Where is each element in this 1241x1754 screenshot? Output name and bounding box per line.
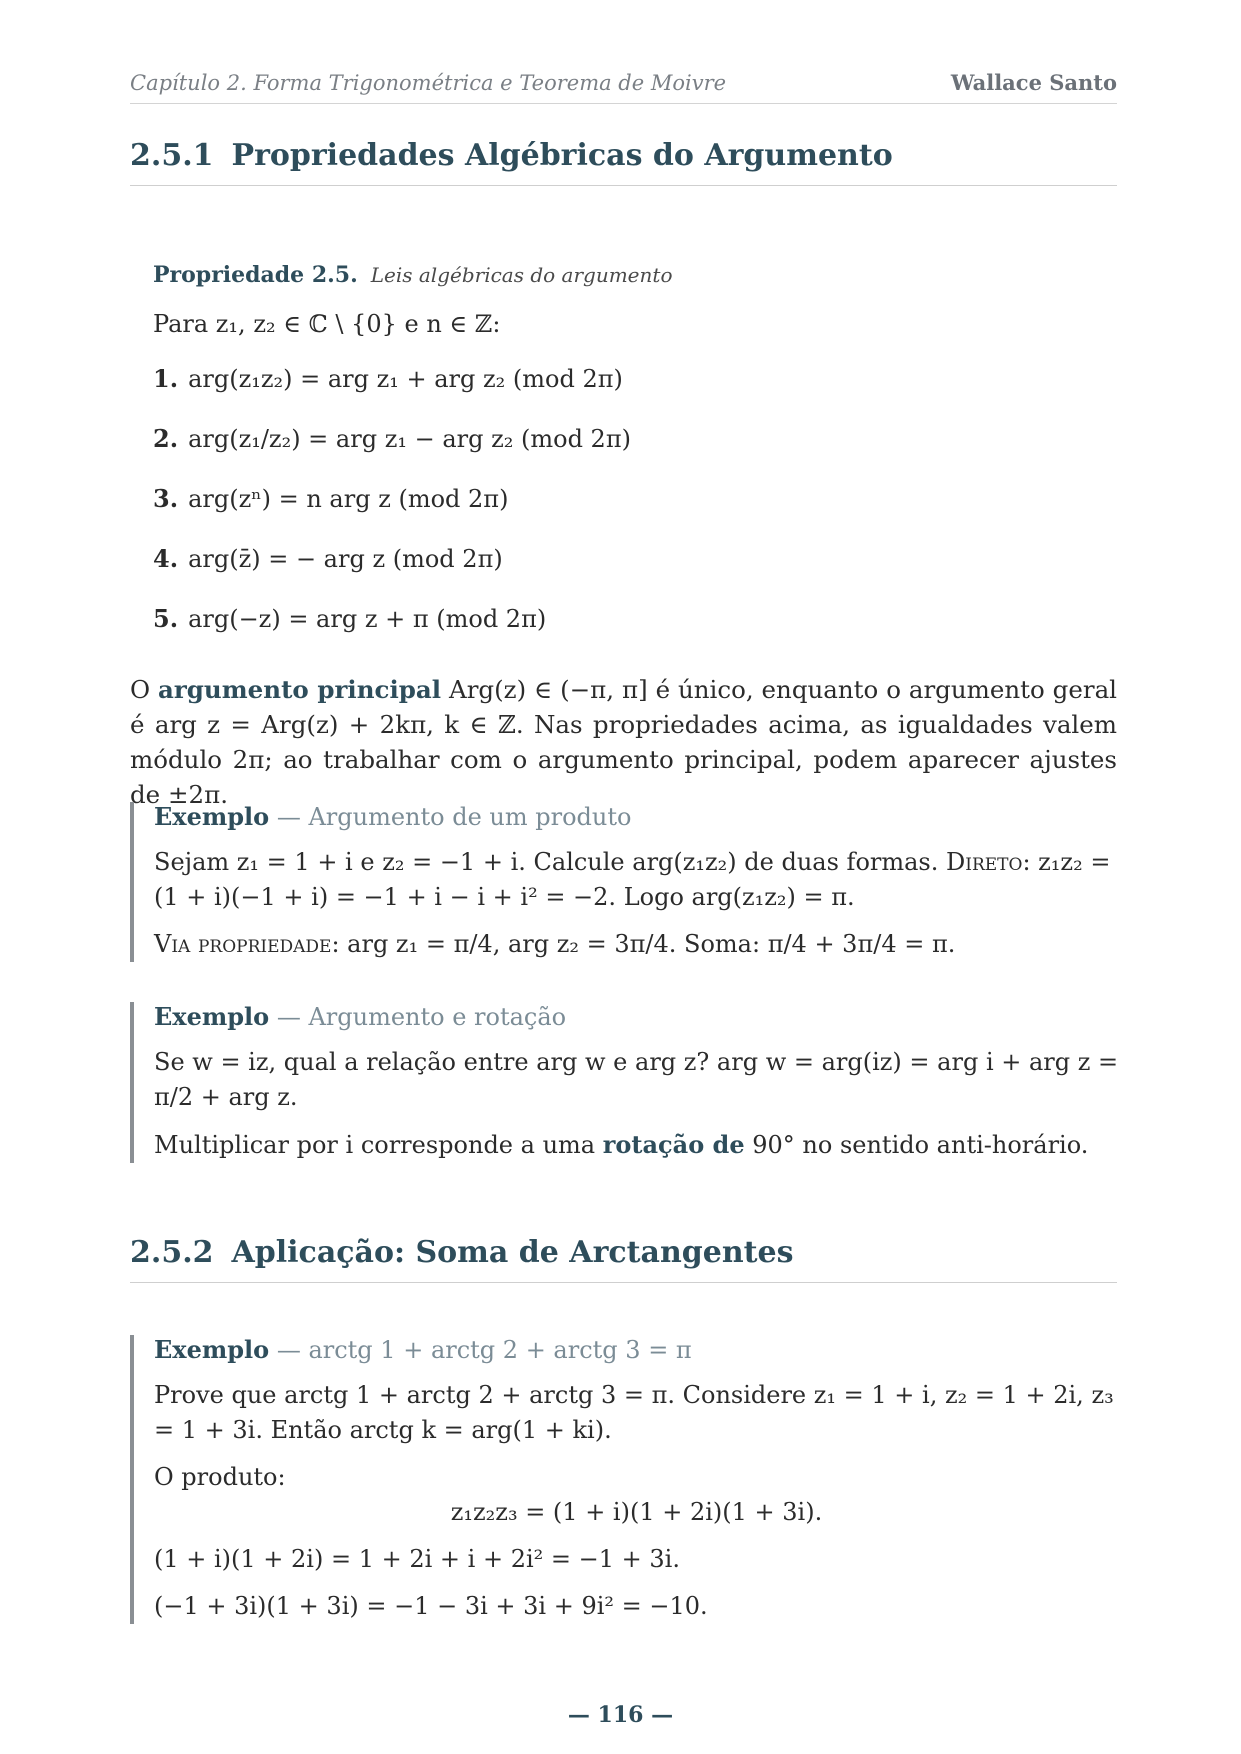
- item-formula: arg(zⁿ) = n arg z (mod 2π): [188, 485, 509, 513]
- example-heading: [154, 1335, 1119, 1364]
- property-item: [153, 604, 1093, 664]
- running-header: [130, 70, 1117, 104]
- item-number: 1.: [153, 364, 179, 393]
- example-text: 90° no sentido anti-horário.: [744, 1131, 1089, 1159]
- property-label: Propriedade 2.5.: [153, 262, 358, 288]
- chapter-title: Capítulo 2. Forma Trigonométrica e Teorema de Moivre: [130, 71, 727, 95]
- paragraph-text: O: [130, 675, 159, 704]
- section-number: 2.5.1: [130, 138, 214, 173]
- item-formula: arg(−z) = arg z + π (mod 2π): [188, 605, 547, 633]
- example-subtitle: — Argumento de um produto: [276, 803, 632, 831]
- item-number: 2.: [153, 424, 179, 453]
- display-equation: z₁z₂z₃ = (1 + i)(1 + 2i)(1 + 3i).: [450, 1498, 823, 1526]
- section-heading-2-5-1: [130, 138, 1117, 186]
- example-label: Exemplo: [154, 1335, 270, 1364]
- example-line: O produto:: [154, 1463, 286, 1491]
- example-label: Exemplo: [154, 802, 270, 831]
- property-block: [153, 262, 1093, 664]
- property-item: [153, 544, 1093, 604]
- example-rotation: [130, 1002, 1119, 1163]
- method-label: Direto:: [946, 848, 1031, 876]
- example-text: Sejam z₁ = 1 + i e z₂ = −1 + i. Calcule arg(z₁z₂) de duas formas.: [154, 848, 946, 876]
- page-number: — 116 —: [567, 1702, 674, 1728]
- example-product-argument: [130, 802, 1119, 962]
- author-name: Wallace Santo: [950, 70, 1117, 95]
- section-title-text: Aplicação: Soma de Arctangentes: [231, 1235, 794, 1270]
- example-heading: [154, 802, 1119, 831]
- section-number: 2.5.2: [130, 1235, 214, 1270]
- example-label: Exemplo: [154, 1002, 270, 1031]
- example-text: arg z₁ = π/4, arg z₂ = 3π/4. Soma: π/4 + 3π/4 = π.: [339, 930, 956, 958]
- paragraph-text: Arg(z) ∈ (−π, π] é único, enquanto o argumento geral é arg z = Arg(z) + 2kπ, k ∈ ℤ. Nas propriedades acima, as igualdades valem módulo 2π; ao trabalhar com o argumento principal, podem aparecer ajustes de ±2π.: [130, 675, 1118, 809]
- example-subtitle: — Argumento e rotação: [276, 1003, 567, 1031]
- example-line: [154, 845, 1119, 915]
- example-heading: [154, 1002, 1119, 1031]
- property-item: [153, 424, 1093, 484]
- item-formula: arg(z̄) = − arg z (mod 2π): [188, 545, 503, 573]
- example-line: [154, 927, 1119, 962]
- item-formula: arg(z₁z₂) = arg z₁ + arg z₂ (mod 2π): [188, 365, 623, 393]
- property-list: [153, 364, 1093, 664]
- example-text: Multiplicar por i corresponde a uma: [154, 1131, 603, 1159]
- section-heading-2-5-2: [130, 1235, 1117, 1283]
- property-item: [153, 364, 1093, 424]
- example-line: (1 + i)(1 + 2i) = 1 + 2i + i + 2i² = −1 + 3i.: [154, 1545, 680, 1573]
- item-number: 3.: [153, 484, 179, 513]
- example-subtitle: — arctg 1 + arctg 2 + arctg 3 = π: [276, 1336, 692, 1364]
- property-item: [153, 484, 1093, 544]
- property-subtitle: Leis algébricas do argumento: [370, 263, 673, 287]
- principal-argument-paragraph: [130, 672, 1117, 812]
- method-label: Via propriedade:: [154, 930, 340, 958]
- example-arctangent-sum: [130, 1335, 1119, 1624]
- section-title-text: Propriedades Algébricas do Argumento: [231, 138, 893, 173]
- example-bold-term: rotação de: [602, 1130, 745, 1159]
- item-number: 4.: [153, 544, 179, 573]
- example-line: (−1 + 3i)(1 + 3i) = −1 − 3i + 3i + 9i² = −10.: [154, 1592, 708, 1620]
- example-line: Prove que arctg 1 + arctg 2 + arctg 3 = π. Considere z₁ = 1 + i, z₂ = 1 + 2i, z₃ = 1 + 3i. Então arctg k = arg(1 + ki).: [154, 1381, 1114, 1444]
- example-line: Se w = iz, qual a relação entre arg w e arg z? arg w = arg(iz) = arg i + arg z = π/2 + arg z.: [154, 1048, 1119, 1111]
- property-intro: Para z₁, z₂ ∈ ℂ \ {0} e n ∈ ℤ:: [153, 310, 501, 338]
- property-heading: [153, 262, 1093, 288]
- paragraph-bold-term: argumento principal: [158, 675, 442, 704]
- item-number: 5.: [153, 604, 179, 633]
- example-text: z₁z₂ = (1 + i)(−1 + i) = −1 + i − i + i² = −2. Logo arg(z₁z₂) = π.: [154, 848, 1111, 911]
- example-line: [154, 1127, 1119, 1163]
- item-formula: arg(z₁/z₂) = arg z₁ − arg z₂ (mod 2π): [188, 425, 631, 453]
